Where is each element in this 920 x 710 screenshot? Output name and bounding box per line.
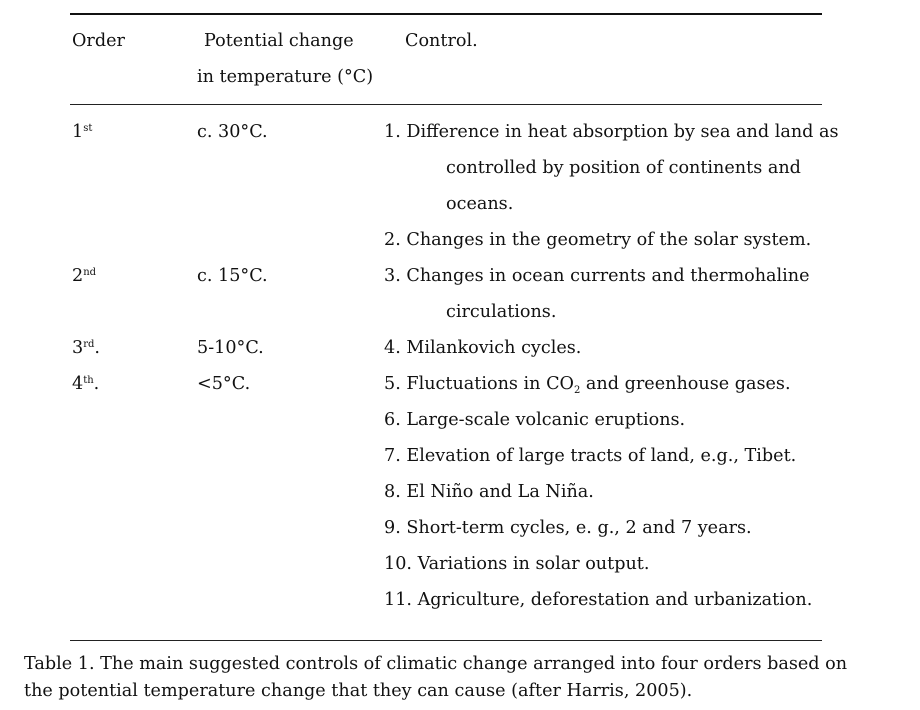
table-caption xyxy=(24,651,904,705)
control-item-10: 10. Variations in solar output. xyxy=(384,554,650,574)
order-cell-4: 4th. xyxy=(72,374,100,394)
control-item-11: 11. Agriculture, deforestation and urbanization. xyxy=(384,590,813,610)
header-potential-line1: Potential change xyxy=(204,31,354,51)
header-divider-rule xyxy=(70,104,822,105)
caption-line2: the potential temperature change that they can cause (after Harris, 2005). xyxy=(24,681,693,701)
temp-cell-1: c. 30°C. xyxy=(197,122,268,142)
control-item-1-line2: controlled by position of continents and xyxy=(446,158,801,178)
control-item-1-line1: 1. Difference in heat absorption by sea and land as xyxy=(384,122,839,142)
temp-cell-2: c. 15°C. xyxy=(197,266,268,286)
order-cell-2: 2nd xyxy=(72,266,97,286)
control-item-5: 5. Fluctuations in $CO_2$ and greenhouse gases. xyxy=(384,374,791,396)
temp-cell-3: 5-10°C. xyxy=(197,338,264,358)
control-item-3-line2: circulations. xyxy=(446,302,557,322)
header-potential-line2: in temperature (°C) xyxy=(197,67,374,87)
temp-cell-4: <5°C. xyxy=(197,374,251,394)
control-item-1 xyxy=(384,114,864,222)
control-list xyxy=(384,114,864,618)
table-bottom-rule xyxy=(70,640,822,641)
control-item-3 xyxy=(384,258,864,330)
control-item-8: 8. El Niño and La Niña. xyxy=(384,482,594,502)
control-item-2: 2. Changes in the geometry of the solar system. xyxy=(384,230,812,250)
control-item-7: 7. Elevation of large tracts of land, e.g., Tibet. xyxy=(384,446,797,466)
control-item-4: 4. Milankovich cycles. xyxy=(384,338,582,358)
order-cell-3: 3rd. xyxy=(72,338,100,358)
table-top-rule xyxy=(70,13,822,15)
control-item-6: 6. Large-scale volcanic eruptions. xyxy=(384,410,686,430)
caption-line1: Table 1. The main suggested controls of climatic change arranged into four orders based on xyxy=(24,654,848,674)
control-item-1-line3: oceans. xyxy=(446,194,514,214)
control-item-3-line1: 3. Changes in ocean currents and thermohaline xyxy=(384,266,810,286)
control-item-9: 9. Short-term cycles, e. g., 2 and 7 years. xyxy=(384,518,752,538)
header-control: Control. xyxy=(405,31,478,51)
header-order: Order xyxy=(72,31,125,51)
order-cell-1: 1st xyxy=(72,122,93,142)
